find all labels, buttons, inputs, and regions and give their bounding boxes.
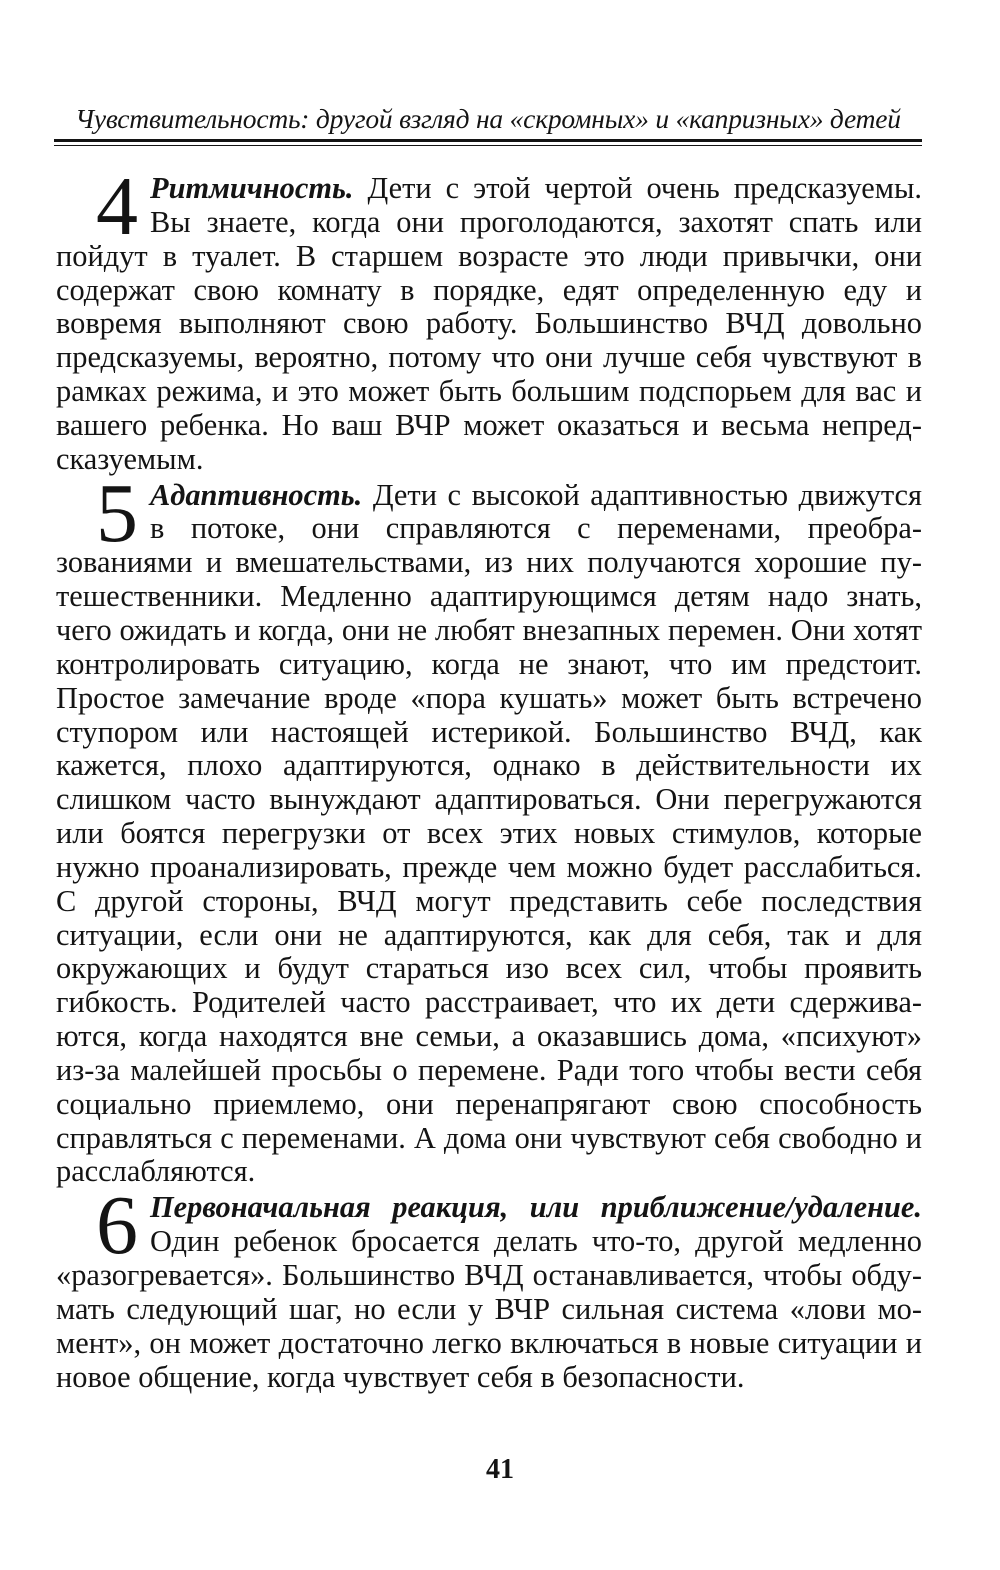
header-rule-thick	[54, 139, 922, 142]
drop-cap-number: 4	[96, 160, 138, 253]
page-number: 41	[486, 1454, 514, 1485]
term-heading: Адаптивность.	[150, 477, 363, 512]
paragraph-adaptability	[56, 466, 922, 1190]
running-head: Чувствительность: другой взгляд на «скромных» и «капризных» детей	[75, 103, 901, 134]
term-heading: Первоначальная реакция, или приближение/удаление.	[150, 1190, 922, 1225]
drop-cap-number: 6	[96, 1179, 138, 1273]
paragraph-body: Дети с этой чертой очень предсказуемы. Вы знаете, когда они проголодаются, захотят спать или пойдут в туалет. В старшем возрасте это люди привычки, они содержат свою комнату в порядке, едят определенную еду и вовремя выполняют свою работу. Большинство ВЧД довольно предсказуемы, вероятно, потому что они лучше себя чувствуют в рамках режима, и это может быть большим подспорьем для вас и вашего ребенка. Но ваш ВЧР может оказаться и весьма непредсказуемым.	[56, 171, 922, 476]
paragraph-initial-reaction	[56, 1179, 922, 1394]
paragraph-body: Дети с высокой адаптивностью движутся в потоке, они справляются с переменами, преобразованиями и вмешательствами, из них получаются хорошие путешественники. Медленно адаптирующимся детям надо знать, чего ожидать и когда, они не любят внезапных перемен. Они хотят контролировать ситуацию, когда не знают, что им предстоит. Простое замечание вроде «пора кушать» может быть встречено ступором или настоящей истерикой. Большинство ВЧД, как кажется, плохо адаптируются, однако в действительности их слишком часто вынуждают адаптироваться. Они перегружаются или боятся перегрузки от всех этих новых стимулов, которые нужно проанализировать, прежде чем можно будет расслабиться. С другой стороны, ВЧД могут представить себе последствия ситуации, если они не адаптируются, как для себя, так и для окружающих и будут стараться изо всех сил, чтобы проявить гибкость. Родителей часто расстраивает, что их дети сдерживаются, когда находятся вне семьи, а оказавшись дома, «психуют» из-за малейшей просьбы о перемене. Ради того чтобы вести себя социально приемлемо, они перенапрягают свою способность справляться с переменами. А дома они чувствуют себя свободно и расслабляются.	[56, 477, 922, 1189]
paragraph-body: Один ребенок бросается делать что-то, другой медленно «разогревается». Большинство ВЧД останавливается, чтобы обдумать следующий шаг, но если у ВЧР сильная система «лови момент», он может достаточно легко включаться в новые ситуации и новое общение, когда чувствует себя в безопасности.	[56, 1224, 922, 1394]
drop-cap-number: 5	[96, 466, 138, 560]
term-heading: Ритмичность.	[150, 171, 354, 205]
header-rule-thin	[54, 145, 922, 146]
body-text	[56, 160, 922, 1394]
paragraph-rhythmicity	[56, 160, 922, 477]
